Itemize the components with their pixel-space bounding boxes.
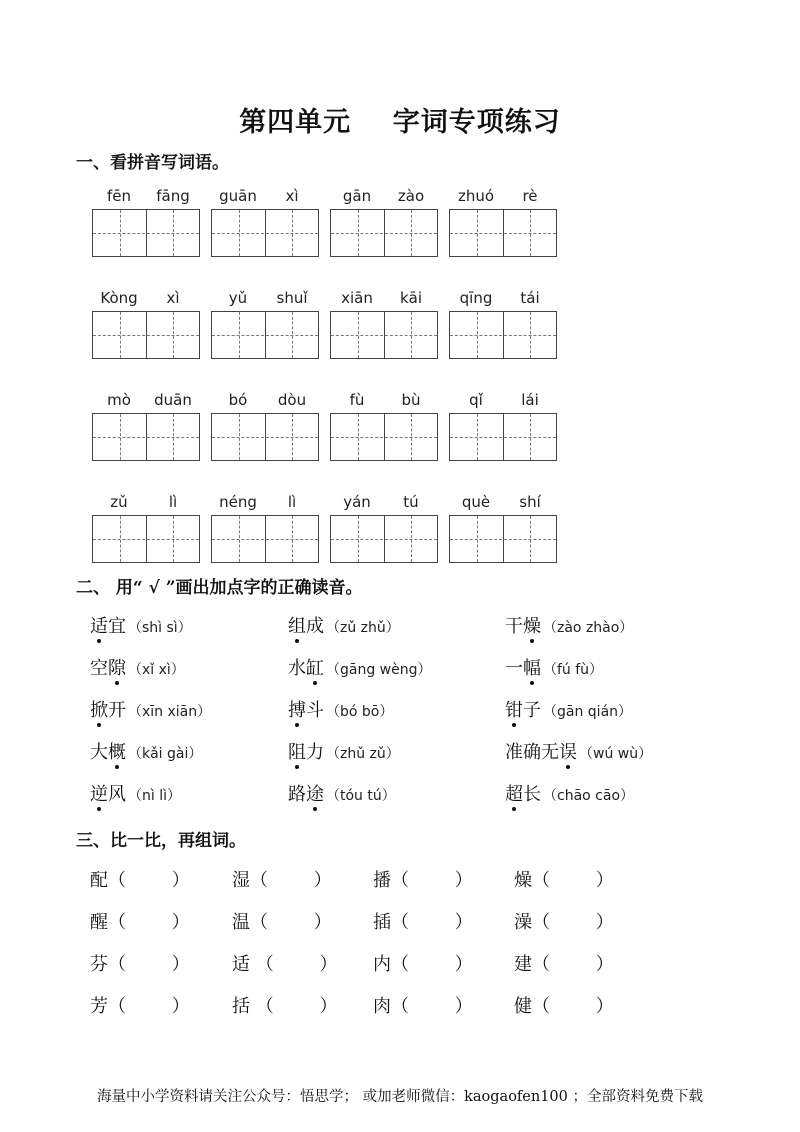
word-text: 宜 xyxy=(108,616,126,637)
word-blank[interactable]: 燥（ ） xyxy=(514,870,614,891)
dotted-character: 逆 xyxy=(90,780,108,806)
word-text: 斗 xyxy=(306,700,324,721)
pinyin-label: shuǐ xyxy=(276,289,308,307)
writing-grid[interactable] xyxy=(211,413,319,461)
word-blank[interactable]: 肉（ ） xyxy=(373,996,473,1017)
word-text: 子 xyxy=(523,700,541,721)
pinyin-options[interactable]: （bó bō） xyxy=(326,704,394,720)
word-text: 干 xyxy=(505,616,523,637)
pinyin-label: duān xyxy=(154,391,192,409)
word-blank[interactable]: 温（ ） xyxy=(232,912,332,933)
pinyin-label: néng xyxy=(219,493,257,511)
section-3-heading: 三、比一比，再组词。 xyxy=(76,831,246,851)
word-blank[interactable]: 括 （ ） xyxy=(232,996,338,1017)
pronunciation-item[interactable] xyxy=(90,654,185,680)
dotted-character: 组 xyxy=(288,612,306,638)
writing-grid[interactable] xyxy=(92,209,200,257)
pinyin-label: bó xyxy=(228,391,248,409)
dotted-character: 掀 xyxy=(90,696,108,722)
pinyin-options[interactable]: （gāng wèng） xyxy=(326,662,432,678)
pronunciation-item[interactable] xyxy=(90,612,192,638)
dotted-character: 超 xyxy=(505,780,523,806)
pinyin-label: yán xyxy=(343,493,371,511)
pinyin-label: bù xyxy=(401,391,421,409)
pinyin-label: tái xyxy=(520,289,540,307)
dotted-character: 阻 xyxy=(288,738,306,764)
word-text: 水 xyxy=(288,658,306,679)
writing-grid[interactable] xyxy=(330,413,438,461)
pronunciation-item[interactable] xyxy=(288,696,393,722)
pinyin-options[interactable]: （zǔ zhǔ） xyxy=(326,620,400,636)
pronunciation-item[interactable] xyxy=(288,654,432,680)
pinyin-options[interactable]: （tóu tú） xyxy=(326,788,396,804)
dotted-character: 概 xyxy=(108,738,126,764)
pinyin-label: mò xyxy=(107,391,131,409)
pinyin-options[interactable]: （kǎi gài） xyxy=(128,746,203,762)
word-blank[interactable]: 健（ ） xyxy=(514,996,614,1017)
pronunciation-item[interactable] xyxy=(505,780,634,806)
pinyin-options[interactable]: （xīn xiān） xyxy=(128,704,212,720)
section-2-heading: 二、 用“ √ ”画出加点字的正确读音。 xyxy=(76,578,363,598)
word-text: 力 xyxy=(306,742,324,763)
writing-grid[interactable] xyxy=(211,311,319,359)
pinyin-label: gān xyxy=(342,187,372,205)
pinyin-options[interactable]: （nì lì） xyxy=(128,788,181,804)
dotted-character: 幅 xyxy=(523,654,541,680)
word-text: 风 xyxy=(108,784,126,805)
word-text: 成 xyxy=(306,616,324,637)
pinyin-label: xiān xyxy=(341,289,373,307)
pronunciation-item[interactable] xyxy=(288,738,400,764)
pinyin-label: fēn xyxy=(106,187,132,205)
page-title: 第四单元 字词专项练习 xyxy=(239,107,561,138)
dotted-character: 误 xyxy=(559,738,577,764)
word-text: 准确无 xyxy=(505,742,559,763)
pinyin-label: tú xyxy=(403,493,419,511)
pinyin-label: rè xyxy=(522,187,538,205)
pinyin-label: zào xyxy=(397,187,425,205)
pronunciation-item[interactable] xyxy=(90,696,211,722)
word-blank[interactable]: 内（ ） xyxy=(373,954,473,975)
pinyin-options[interactable]: （chāo cāo） xyxy=(543,788,635,804)
pronunciation-item[interactable] xyxy=(505,612,633,638)
pronunciation-item[interactable] xyxy=(505,738,652,764)
word-blank[interactable]: 醒（ ） xyxy=(90,912,190,933)
pronunciation-item[interactable] xyxy=(505,654,603,680)
pinyin-label: qǐ xyxy=(469,391,483,409)
pinyin-label: lì xyxy=(168,493,178,511)
writing-grid[interactable] xyxy=(211,515,319,563)
pinyin-label: xì xyxy=(166,289,180,307)
pinyin-options[interactable]: （gān qián） xyxy=(543,704,633,720)
pinyin-options[interactable]: （shì sì） xyxy=(128,620,192,636)
dotted-character: 隙 xyxy=(108,654,126,680)
writing-grid[interactable] xyxy=(330,311,438,359)
writing-grid[interactable] xyxy=(330,209,438,257)
pinyin-label: fāng xyxy=(156,187,190,205)
word-text: 路 xyxy=(288,784,306,805)
pinyin-label: xì xyxy=(285,187,299,205)
word-blank[interactable]: 澡（ ） xyxy=(514,912,614,933)
writing-grid[interactable] xyxy=(449,515,557,563)
writing-grid[interactable] xyxy=(449,209,557,257)
pinyin-label: zhuó xyxy=(457,187,495,205)
section-1-heading: 一、看拼音写词语。 xyxy=(76,153,229,173)
word-blank[interactable]: 配（ ） xyxy=(90,870,190,891)
word-blank[interactable]: 芬（ ） xyxy=(90,954,190,975)
word-blank[interactable]: 插（ ） xyxy=(373,912,473,933)
pinyin-label: lì xyxy=(287,493,297,511)
word-text: 空 xyxy=(90,658,108,679)
word-blank[interactable]: 芳（ ） xyxy=(90,996,190,1017)
dotted-character: 缸 xyxy=(306,654,324,680)
word-blank[interactable]: 建（ ） xyxy=(514,954,614,975)
pinyin-label: kāi xyxy=(399,289,423,307)
pinyin-label: lái xyxy=(521,391,539,409)
pinyin-label: shí xyxy=(519,493,541,511)
dotted-character: 途 xyxy=(306,780,324,806)
writing-grid[interactable] xyxy=(92,413,200,461)
writing-grid[interactable] xyxy=(330,515,438,563)
pronunciation-item[interactable] xyxy=(505,696,632,722)
writing-grid[interactable] xyxy=(449,413,557,461)
pronunciation-item[interactable] xyxy=(288,612,400,638)
pinyin-options[interactable]: （zhǔ zǔ） xyxy=(326,746,400,762)
dotted-character: 搏 xyxy=(288,696,306,722)
pronunciation-item[interactable] xyxy=(90,780,181,806)
word-blank[interactable]: 适 （ ） xyxy=(232,954,338,975)
word-text: 大 xyxy=(90,742,108,763)
dotted-character: 燥 xyxy=(523,612,541,638)
pinyin-options[interactable]: （xǐ xì） xyxy=(128,662,185,678)
pinyin-options[interactable]: （fú fù） xyxy=(543,662,604,678)
writing-grid[interactable] xyxy=(92,311,200,359)
pinyin-options[interactable]: （zào zhào） xyxy=(543,620,634,636)
pronunciation-item[interactable] xyxy=(90,738,202,764)
footer-note: 海量中小学资料请关注公众号：悟思学； 或加老师微信：kaogaofen100 ；全部资料免费下载 xyxy=(97,1089,703,1105)
pinyin-label: dòu xyxy=(277,391,307,409)
pinyin-label: què xyxy=(461,493,491,511)
writing-grid[interactable] xyxy=(211,209,319,257)
dotted-character: 钳 xyxy=(505,696,523,722)
word-text: 一 xyxy=(505,658,523,679)
word-text: 开 xyxy=(108,700,126,721)
pinyin-label: qīng xyxy=(459,289,493,307)
dotted-character: 适 xyxy=(90,612,108,638)
pinyin-label: zǔ xyxy=(110,493,128,511)
word-blank[interactable]: 湿（ ） xyxy=(232,870,332,891)
pinyin-label: Kòng xyxy=(100,289,138,307)
pronunciation-item[interactable] xyxy=(288,780,396,806)
pinyin-label: guān xyxy=(219,187,257,205)
pinyin-options[interactable]: （wú wù） xyxy=(579,746,653,762)
pinyin-label: yǔ xyxy=(228,289,248,307)
pinyin-label: fù xyxy=(349,391,365,409)
writing-grid[interactable] xyxy=(449,311,557,359)
word-text: 长 xyxy=(523,784,541,805)
writing-grid[interactable] xyxy=(92,515,200,563)
word-blank[interactable]: 播（ ） xyxy=(373,870,473,891)
